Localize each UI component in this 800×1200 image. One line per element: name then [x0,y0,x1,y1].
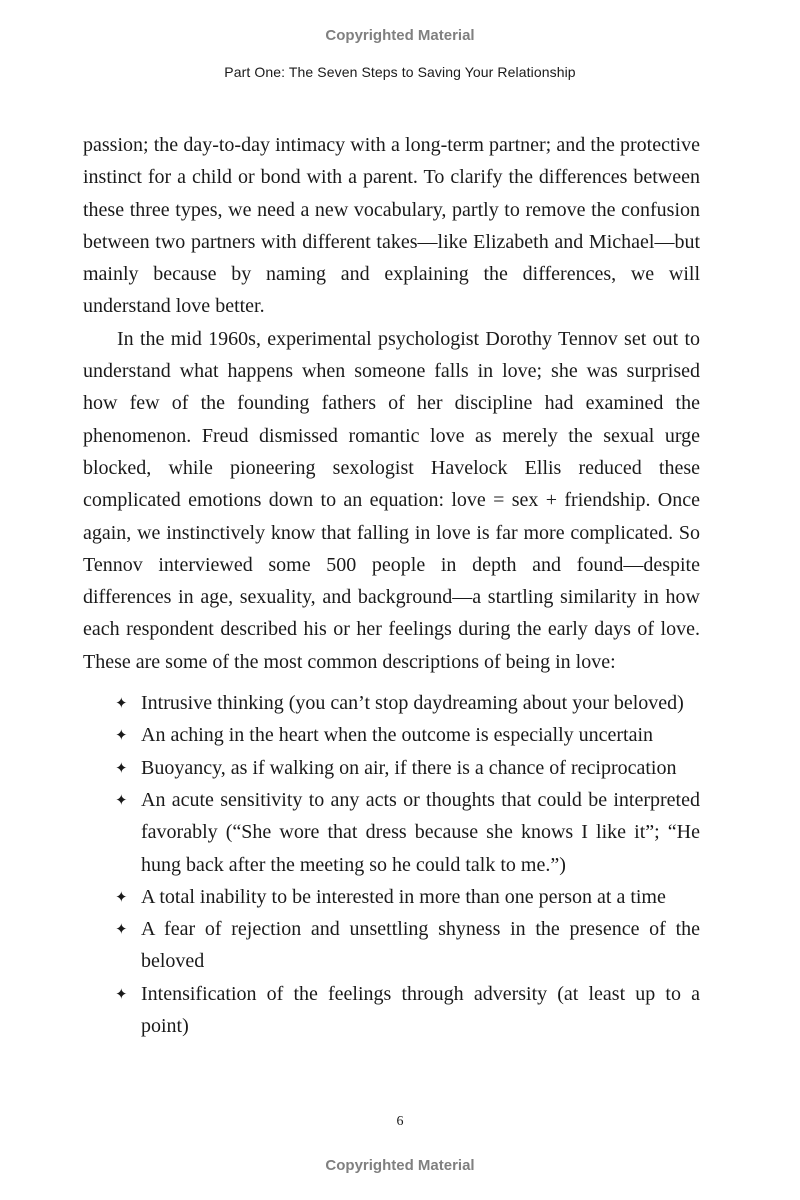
page-number: 6 [396,1114,404,1129]
list-item [83,752,700,784]
four-pointed-star-icon: ✦ [115,984,128,1003]
list-item [83,687,700,719]
list-item-text: A fear of rejection and unsettling shyness in the presence of the beloved [141,918,700,973]
list-item-text: A total inability to be interested in more than one person at a time [141,885,666,908]
body-text [83,129,700,1042]
list-item [83,978,700,1043]
four-pointed-star-icon: ✦ [115,920,128,939]
running-head: Part One: The Seven Steps to Saving Your Relationship [224,64,576,80]
list-item-text: Intrusive thinking (you can’t stop daydreaming about your beloved) [141,692,684,715]
four-pointed-star-icon: ✦ [115,726,128,745]
four-pointed-star-icon: ✦ [115,694,128,713]
copyright-watermark-bottom: Copyrighted Material [325,1157,475,1174]
list-item [83,784,700,881]
list-item [83,719,700,751]
list-item-text: An acute sensitivity to any acts or thoughts that could be interpreted favorably (“She wore that dress because she knows I like it”; “He hung back after the meeting so he could talk to me.”) [141,788,700,876]
list-item-text: Intensification of the feelings through adversity (at least up to a point) [141,982,700,1038]
copyright-watermark-top: Copyrighted Material [325,27,475,44]
four-pointed-star-icon: ✦ [115,790,128,809]
paragraph: In the mid 1960s, experimental psychologist Dorothy Tennov set out to understand what happens when someone falls in love; she was surprised how few of the founding fathers of her discipline had examined the phenomenon. Freud dismissed romantic love as merely the sexual urge blocked, while pioneering sexologist Havelock Ellis reduced these complicated emotions down to an equation: love = sex + friendship. Once again, we instinctively know that falling in love is far more complicated. So Tennov interviewed some 500 people in depth and found—despite differences in age, sexuality, and background—a startling similarity in how each respondent described his or her feelings during the early days of love. These are some of the most common descriptions of being in love: [83,327,700,673]
bullet-list [83,687,700,1042]
list-item-text: An aching in the heart when the outcome is especially uncertain [141,724,654,747]
list-item [83,913,700,978]
list-item [83,881,700,913]
four-pointed-star-icon: ✦ [115,758,128,777]
paragraph: passion; the day-to-day intimacy with a long-term partner; and the protective instinct for a child or bond with a parent. To clarify the differences between these three types, we need a new vocabulary, partly to remove the confusion between two partners with different takes—like Elizabeth and Michael—but mainly because by naming and explaining the differences, we will understand love better. [83,134,700,318]
list-item-text: Buoyancy, as if walking on air, if there is a chance of reciprocation [141,756,677,779]
four-pointed-star-icon: ✦ [115,887,128,906]
